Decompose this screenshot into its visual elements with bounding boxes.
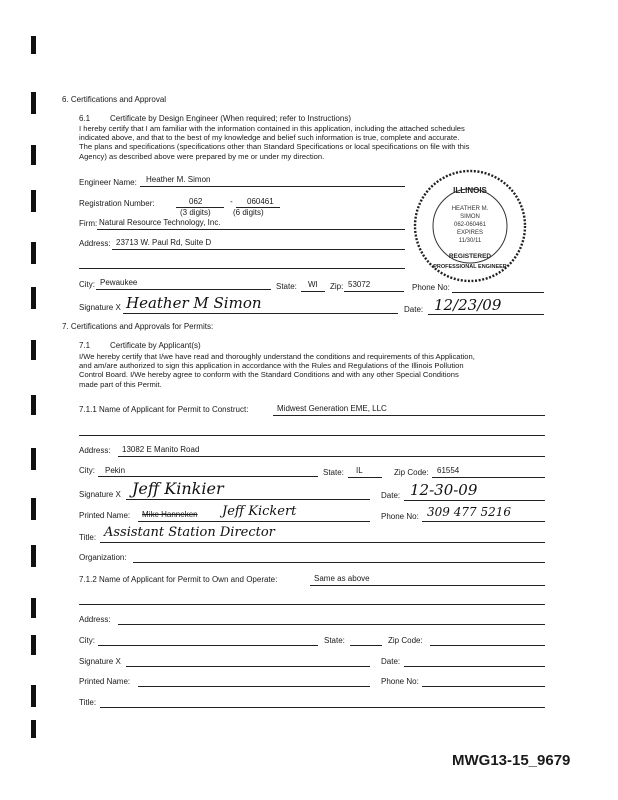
- construct-phone-value[interactable]: 309 477 5216: [427, 505, 511, 519]
- section-6-heading: 6. Certifications and Approval: [62, 95, 167, 104]
- own-applicant-label: 7.1.2 Name of Applicant for Permit to Own and Operate:: [79, 575, 278, 584]
- construct-zip-line: [432, 477, 545, 478]
- binder-mark: [31, 545, 36, 567]
- firm-value[interactable]: Natural Resource Technology, Inc.: [99, 218, 221, 227]
- engineer-certification-text: [79, 124, 559, 161]
- firm-line: [97, 229, 405, 230]
- construct-title-label: Title:: [79, 533, 97, 542]
- construct-signature-line: [126, 499, 370, 500]
- section-7-1-number: 7.1: [79, 341, 91, 350]
- applicant-certification-text: [79, 352, 559, 389]
- construct-city-value[interactable]: Pekin: [105, 466, 126, 475]
- own-title-line: [100, 707, 545, 708]
- engineer-phone-label: Phone No:: [412, 283, 450, 292]
- construct-signature-label: Signature X: [79, 490, 121, 499]
- own-phone-label: Phone No:: [381, 677, 419, 686]
- construct-date-label: Date:: [381, 491, 401, 500]
- construct-zip-value[interactable]: 61554: [437, 466, 460, 475]
- construct-printed-name-line: [138, 521, 370, 522]
- construct-date-value[interactable]: 12-30-09: [410, 481, 478, 499]
- document-id: MWG13-15_9679: [452, 752, 571, 769]
- engineer-seal: [412, 168, 528, 284]
- binder-mark: [31, 720, 36, 738]
- engineer-city-value[interactable]: Pewaukee: [100, 278, 138, 287]
- construct-date-line: [404, 500, 545, 501]
- construct-address-label: Address:: [79, 446, 111, 455]
- own-applicant-value[interactable]: Same as above: [314, 574, 370, 583]
- construct-state-line: [348, 477, 382, 478]
- own-address-label: Address:: [79, 615, 111, 624]
- own-applicant-line: [310, 585, 545, 586]
- registration-separator: -: [230, 197, 233, 206]
- engineer-signature-value[interactable]: Heather M Simon: [126, 294, 262, 312]
- engineer-name-value[interactable]: Heather M. Simon: [146, 175, 211, 184]
- text-line: Control Board. I/We hereby agree to conform with the Standard Conditions and with any other Special Conditions: [79, 370, 459, 380]
- seal-number: 062-060461: [453, 222, 487, 228]
- binder-mark: [31, 145, 36, 165]
- construct-signature-value[interactable]: Jeff Kinkier: [132, 479, 224, 498]
- construct-phone-label: Phone No:: [381, 512, 419, 521]
- engineer-name-line: [140, 186, 405, 187]
- own-signature-label: Signature X: [79, 657, 121, 666]
- text-line: I hereby certify that I am familiar with the information contained in this application, including the attached schedules: [79, 124, 465, 133]
- binder-mark: [31, 190, 36, 212]
- binder-mark: [31, 242, 36, 264]
- registration-number-label: Registration Number:: [79, 199, 155, 208]
- construct-title-value[interactable]: Assistant Station Director: [104, 525, 275, 540]
- binder-mark: [31, 395, 36, 415]
- binder-mark: [31, 448, 36, 470]
- own-printed-name-label: Printed Name:: [79, 677, 131, 686]
- seal-expires: EXPIRES: [456, 230, 484, 236]
- construct-state-label: State:: [323, 468, 344, 477]
- engineer-name-label: Engineer Name:: [79, 178, 137, 187]
- text-line: and am/are authorized to sign this application in accordance with the Rules and Regulations of the Illinois Pollution: [79, 361, 464, 371]
- construct-organization-label: Organization:: [79, 553, 127, 562]
- engineer-zip-line: [344, 291, 404, 292]
- text-line: indicated above, and that to the best of my knowledge and belief such information is true, complete and accurate.: [79, 133, 460, 143]
- engineer-address-line-2: [79, 268, 405, 269]
- construct-phone-line: [422, 521, 545, 522]
- binder-mark: [31, 635, 36, 655]
- own-city-line: [98, 645, 318, 646]
- engineer-state-line: [301, 291, 325, 292]
- own-title-label: Title:: [79, 698, 97, 707]
- engineer-address-label: Address:: [79, 239, 111, 248]
- construct-state-value[interactable]: IL: [356, 466, 363, 475]
- own-applicant-line-2: [79, 604, 545, 605]
- engineer-phone-line: [452, 292, 544, 293]
- own-zip-line: [430, 645, 545, 646]
- seal-name-2: SIMON: [460, 214, 480, 220]
- own-signature-line: [126, 666, 370, 667]
- construct-printed-name-struck: Mike Hanneken: [142, 510, 198, 519]
- engineer-signature-label: Signature X: [79, 303, 121, 312]
- engineer-city-label: City:: [79, 280, 95, 289]
- own-address-line: [118, 624, 545, 625]
- engineer-state-label: State:: [276, 282, 297, 291]
- engineer-city-line: [96, 289, 271, 290]
- section-7-1-title: Certificate by Applicant(s): [110, 341, 201, 350]
- text-line: made part of this Permit.: [79, 379, 162, 389]
- seal-expiry-date: 11/30/11: [458, 238, 482, 244]
- engineer-zip-label: Zip:: [330, 282, 344, 291]
- construct-address-value[interactable]: 13082 E Manito Road: [122, 445, 200, 454]
- binder-mark: [31, 92, 36, 114]
- section-7-heading: 7. Certifications and Approvals for Permits:: [62, 322, 214, 331]
- construct-city-line: [98, 476, 318, 477]
- engineer-date-line: [428, 314, 544, 315]
- engineer-address-line: [112, 249, 405, 250]
- registration-hint-6digits: (6 digits): [233, 208, 264, 217]
- binder-mark: [31, 36, 36, 54]
- own-zip-label: Zip Code:: [388, 636, 423, 645]
- registration-hint-3digits: (3 digits): [180, 208, 211, 217]
- construct-zip-label: Zip Code:: [394, 468, 429, 477]
- seal-name: HEATHER M.: [451, 206, 489, 212]
- seal-state: ILLINOIS: [453, 186, 487, 195]
- own-printed-name-line: [138, 686, 370, 687]
- binder-mark: [31, 287, 36, 309]
- construct-address-line: [118, 456, 545, 457]
- own-state-line: [350, 645, 382, 646]
- text-line: Agency) as described above were prepared by me or under my direction.: [79, 151, 325, 161]
- firm-label: Firm:: [79, 219, 98, 228]
- construct-applicant-line: [273, 415, 545, 416]
- construct-title-line: [100, 542, 545, 543]
- construct-city-label: City:: [79, 466, 95, 475]
- engineer-zip-value[interactable]: 53072: [348, 280, 371, 289]
- own-date-line: [404, 666, 545, 667]
- engineer-date-value[interactable]: 12/23/09: [434, 296, 502, 314]
- construct-applicant-value[interactable]: Midwest Generation EME, LLC: [277, 404, 387, 413]
- construct-applicant-label: 7.1.1 Name of Applicant for Permit to Construct:: [79, 405, 249, 414]
- construct-organization-line: [133, 562, 545, 563]
- section-6-1-title: Certificate by Design Engineer (When required; refer to Instructions): [110, 114, 351, 123]
- engineer-signature-line: [123, 313, 398, 314]
- seal-professional-engineer: PROFESSIONAL ENGINEER: [433, 264, 507, 270]
- engineer-date-label: Date:: [404, 305, 424, 314]
- registration-part1-value[interactable]: 062: [189, 197, 203, 206]
- construct-printed-name-label: Printed Name:: [79, 511, 131, 520]
- binder-mark: [31, 685, 36, 707]
- seal-registered: REGISTERED: [448, 253, 492, 260]
- construct-applicant-line-2: [79, 435, 545, 436]
- binder-mark: [31, 598, 36, 618]
- own-date-label: Date:: [381, 657, 401, 666]
- binder-mark: [31, 340, 36, 360]
- construct-printed-name-value[interactable]: Jeff Kickert: [222, 504, 297, 519]
- registration-part2-value[interactable]: 060461: [247, 197, 274, 206]
- text-line: I/We hereby certify that I/we have read and thoroughly understand the conditions and requirements of this Application,: [79, 352, 475, 361]
- engineer-address-value[interactable]: 23713 W. Paul Rd, Suite D: [116, 238, 212, 247]
- binder-mark: [31, 498, 36, 520]
- own-city-label: City:: [79, 636, 95, 645]
- own-phone-line: [422, 686, 545, 687]
- own-state-label: State:: [324, 636, 345, 645]
- text-line: The plans and specifications (specifications other than Standard Specifications or local specifications on file with this: [79, 142, 470, 152]
- section-6-1-number: 6.1: [79, 114, 91, 123]
- engineer-state-value[interactable]: WI: [308, 280, 318, 289]
